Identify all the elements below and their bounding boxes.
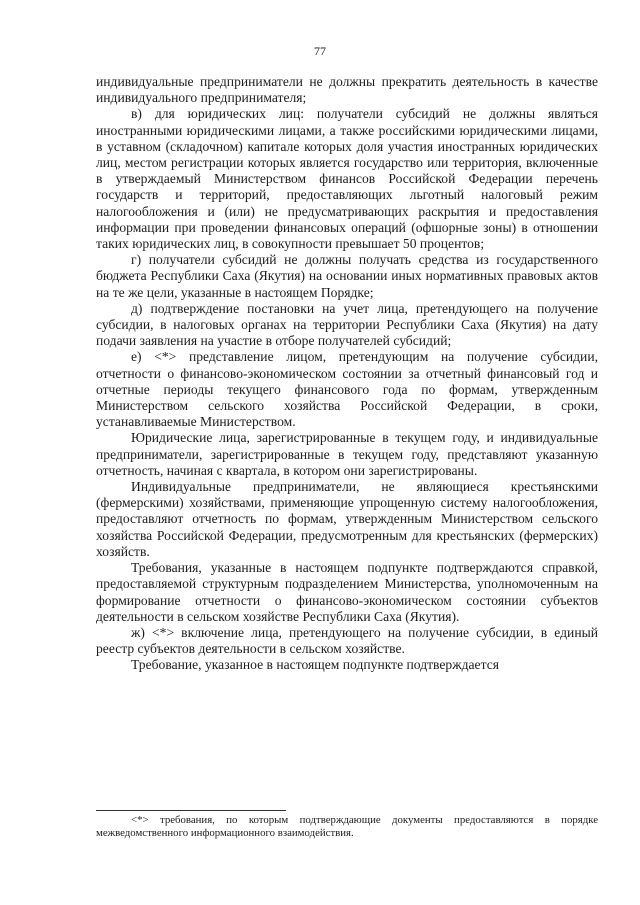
paragraph-individual-entrepreneurs: Индивидуальные предприниматели, не являющиеся крестьянскими (фермерскими) хозяйствами, применяющие упрощенную систему налогообложения, предоставляют отчетность по формам, утвержденным Министерством сельского хозяйства Российской Федерации, предусмотренным для крестьянских (фермерских) хозяйств.: [96, 479, 598, 559]
paragraph-requirements: Требования, указанные в настоящем подпункте подтверждаются справкой, предоставляемой структурным подразделением Министерства, уполномоченным на формирование отчетности о финансово-экономическом состоянии субъектов деятельности в сельском хозяйстве Республики Саха (Якутия).: [96, 560, 598, 624]
paragraph-continuation: индивидуальные предприниматели не должны прекратить деятельность в качестве индивидуального предпринимателя;: [96, 74, 598, 106]
body-text: [96, 74, 598, 674]
footnote-divider: [96, 810, 286, 811]
page-number: 77: [314, 44, 326, 58]
paragraph-requirement-confirmation: Требование, указанное в настоящем подпункте подтверждается: [131, 657, 499, 673]
paragraph-legal-entities: Юридические лица, зарегистрированные в текущем году, и индивидуальные предприниматели, зарегистрированные в текущем году, представляют указанную отчетность, начиная с квартала, в котором они зарегистрированы.: [96, 430, 598, 478]
footnote: <*> требования, по которым подтверждающие документы предоставляются в порядке межведомственного информационного взаимодействия.: [96, 814, 598, 839]
paragraph-item-d: д) подтверждение постановки на учет лица, претендующего на получение субсидии, в налоговых органах на территории Республики Саха (Якутия) на дату подачи заявления на участие в отборе получателей субсидий;: [96, 300, 598, 349]
paragraph-item-g: г) получатели субсидий не должны получать средства из государственного бюджета Республики Саха (Якутия) на основании иных нормативных правовых актов на те же цели, указанные в настоящем Порядке;: [96, 252, 598, 300]
paragraph-item-v: в) для юридических лиц: получатели субсидий не должны являться иностранными юридическими лицами, а также российскими юридическими лицами, в уставном (складочном) капитале которых доля участия иностранных юридических лиц, местом регистрации которых является государство или территория, включенные в утверждаемый Министерством финансов Российской Федерации перечень государств и территорий, предоставляющих льготный налоговый режим налогообложения и (или) не предусматривающих раскрытия и предоставления информации при проведении финансовых операций (офшорные зоны) в отношении таких юридических лиц, в совокупности превышает 50 процентов;: [96, 106, 598, 252]
paragraph-item-zh: ж) <*> включение лица, претендующего на получение субсидии, в единый реестр субъектов деятельности в сельском хозяйстве.: [96, 624, 598, 657]
paragraph-item-e: е) <*> представление лицом, претендующим на получение субсидии, отчетности о финансово-экономическом состоянии за отчетный финансовый год и отчетные периоды текущего финансового года по формам, утвержденным Министерством сельского хозяйства Российской Федерации, в сроки, устанавливаемые Министерством.: [96, 349, 598, 430]
